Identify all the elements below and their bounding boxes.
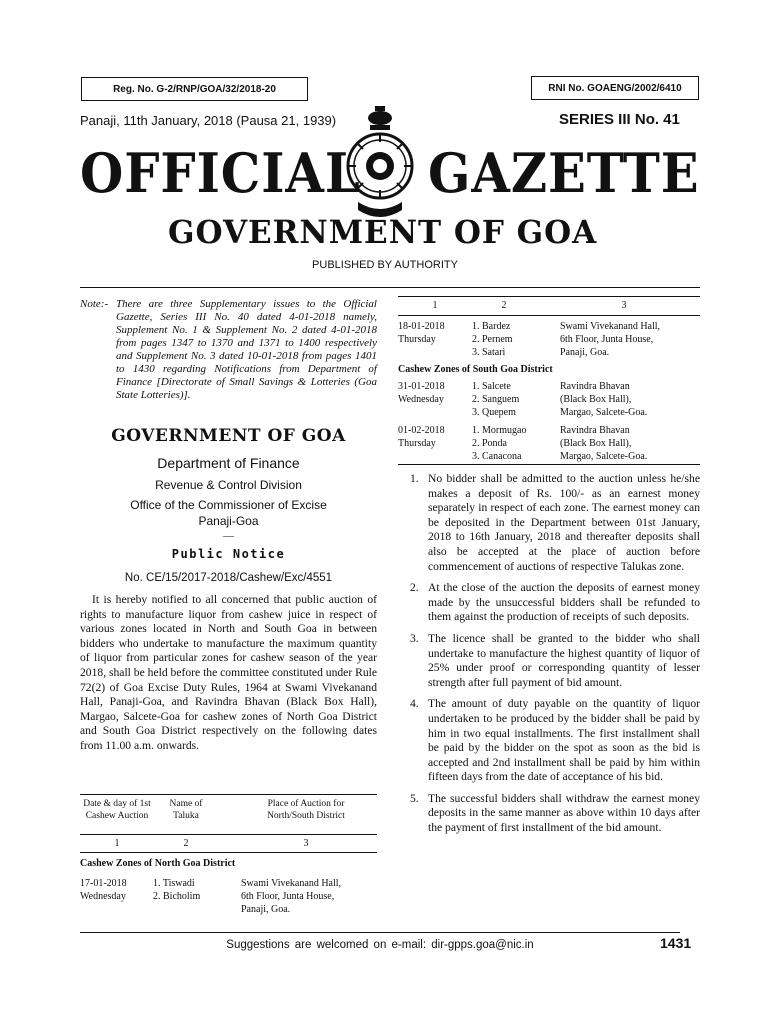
section-south-goa: Cashew Zones of South Goa District — [398, 364, 553, 375]
published-by-authority: PUBLISHED BY AUTHORITY — [312, 259, 458, 271]
item-text: The licence shall be granted to the bidder who shall undertake to manufacture the highest quantity of liquor of 25% under proof or corresponding quantity of lesser strength after full payment of bid amount. — [428, 631, 700, 689]
series-number: SERIES III No. 41 — [559, 111, 680, 128]
row-taluka: 2. Sanguem — [472, 394, 520, 405]
division-name: Revenue & Control Division — [155, 478, 302, 492]
list-item — [410, 581, 700, 625]
footer-rule — [80, 932, 680, 933]
notice-number: No. CE/15/2017-2018/Cashew/Exc/4551 — [124, 572, 333, 584]
row-place: (Black Box Hall), — [560, 394, 632, 405]
row-taluka: 1. Salcete — [472, 381, 511, 392]
notice-intro: It is hereby notified to all concerned that public auction of rights to manufacture liquor from cashew juice in respect of various zones located in North and South Goa in between bidders who undertake to manufacture the maximum quantity of liquor from particular zones for cashew season of the year 2018, shall be held before the committee constituted under Rule 72(2) of Goa Excise Duty Rules, 1964 at Swami Vivekanand Hall, Panaji-Goa, and Ravindra Bhavan (Black Box Hall), Margao, Salcete-Goa for cashew zones of North Goa District and South Goa District respectively on the following dates from 11.00 a.m. onwards. — [80, 593, 377, 752]
row-taluka: 2. Bicholim — [153, 891, 201, 902]
masthead-government: GOVERNMENT OF GOA — [168, 213, 598, 251]
row-place: Margao, Salcete-Goa. — [560, 407, 648, 418]
separator-mark: __ — [223, 526, 234, 538]
auction-conditions — [410, 472, 700, 843]
item-number: 4. — [410, 697, 419, 711]
section-north-goa: Cashew Zones of North Goa District — [80, 858, 236, 869]
item-text: No bidder shall be admitted to the auction unless he/she makes a deposit of Rs. 100/- as an earnest money separately in respect of each zone. The earnest money can be deposited in the Department between 01st January, 2018 to 16th January, 2018 and thereafter deposits shall also be accepted at the place of auction before commencement of auctions of respective Talukas zone. — [428, 472, 700, 573]
office-location: Panaji-Goa — [198, 514, 259, 528]
row-place: 6th Floor, Junta House, — [241, 891, 335, 902]
row-taluka: 3. Satari — [472, 347, 506, 358]
row-date: 18-01-2018 — [398, 321, 445, 332]
left-table-numbers-rule — [80, 852, 377, 853]
row-date: 17-01-2018 — [80, 878, 127, 889]
note-label: Note:- — [80, 298, 109, 310]
page-number: 1431 — [660, 935, 692, 951]
header-place: Place of Auction for North/South District — [267, 799, 345, 821]
left-table-top-rule — [80, 794, 377, 795]
issue-date: Panaji, 11th January, 2018 (Pausa 21, 1939) — [80, 113, 337, 128]
item-number: 2. — [410, 581, 419, 595]
col-num: 2 — [501, 300, 507, 311]
left-table-header-rule — [80, 834, 377, 835]
row-day: Thursday — [398, 334, 436, 345]
footer-suggestion: Suggestions are welcomed on e-mail: dir-gpps.goa@nic.in — [226, 939, 534, 951]
col-num: 2 — [183, 838, 189, 849]
col-num: 3 — [621, 300, 627, 311]
notice-government: GOVERNMENT OF GOA — [111, 426, 346, 446]
row-taluka: 1. Tiswadi — [153, 878, 195, 889]
supplement-note — [80, 298, 377, 402]
item-text: The amount of duty payable on the quantity of liquor undertaken to be produced by the bidder shall be paid by him in two equal installments. The first installment shall be paid by the bidder on the spot as soon as the bid is accepted and 2nd installment shall be paid by him within fifteen days from the date of acceptance of his bid. — [428, 697, 700, 784]
row-date: 01-02-2018 — [398, 425, 445, 436]
row-place: Margao, Salcete-Goa. — [560, 451, 648, 462]
right-table-top-rule — [398, 296, 700, 297]
item-number: 3. — [410, 631, 419, 645]
note-text: There are three Supplementary issues to the Official Gazette, Series III No. 40 dated 4-01-2018 namely, Supplement No. 1 & Supplement No. 2 dated 4-01-2018 from pages 1347 to 1370 and 1371 to 1400 respectively and Supplement No. 3 dated 10-01-2018 from pages 1401 to 1430 regarding Notifications from Department of Finance [Directorate of Small Savings & Lotteries (Goa State Lotteries)]. — [116, 298, 377, 401]
department-name: Department of Finance — [157, 455, 300, 471]
row-place: Ravindra Bhavan — [560, 425, 630, 436]
header-rule — [80, 287, 700, 288]
col-num: 1 — [432, 300, 438, 311]
item-text: At the close of the auction the deposits of earnest money made by the unsuccessful bidders shall be refunded to them against the production of receipts of such deposits. — [428, 581, 700, 624]
row-place: Ravindra Bhavan — [560, 381, 630, 392]
row-place: Swami Vivekanand Hall, — [560, 321, 661, 332]
masthead-official: OFFICIAL — [80, 141, 361, 205]
office-name: Office of the Commissioner of Excise — [130, 498, 327, 512]
row-place: (Black Box Hall), — [560, 438, 632, 449]
row-place: Panaji, Goa. — [241, 904, 291, 915]
list-item — [410, 792, 700, 836]
list-item — [410, 472, 700, 574]
col-num: 3 — [303, 838, 309, 849]
row-taluka: 3. Quepem — [472, 407, 516, 418]
item-text: The successful bidders shall withdraw the earnest money deposits in the same manner as above within 10 days after the payment of first installment of the bid amount. — [428, 791, 700, 835]
right-table-bottom-rule — [398, 464, 700, 465]
row-taluka: 3. Canacona — [472, 451, 522, 462]
list-item — [410, 632, 700, 690]
item-number: 5. — [410, 791, 419, 805]
notice-title: Public Notice — [171, 547, 286, 561]
row-day: Wednesday — [398, 394, 444, 405]
registration-number: Reg. No. G-2/RNP/GOA/32/2018-20 — [113, 83, 276, 95]
row-taluka: 2. Pernem — [472, 334, 513, 345]
row-taluka: 2. Ponda — [472, 438, 507, 449]
item-number: 1. — [410, 472, 419, 485]
row-day: Thursday — [398, 438, 436, 449]
registration-number-box — [81, 77, 308, 101]
row-date: 31-01-2018 — [398, 381, 445, 392]
rni-number-box — [531, 76, 699, 100]
row-taluka: 1. Bardez — [472, 321, 511, 332]
list-item — [410, 697, 700, 785]
row-place: Swami Vivekanand Hall, — [241, 878, 342, 889]
right-table-numbers-rule — [398, 315, 700, 316]
row-taluka: 1. Mormugao — [472, 425, 527, 436]
rni-number: RNI No. GOAENG/2002/6410 — [548, 82, 682, 94]
masthead-gazette: GAZETTE — [428, 141, 700, 205]
row-place: 6th Floor, Junta House, — [560, 334, 654, 345]
row-place: Panaji, Goa. — [560, 347, 610, 358]
col-num: 1 — [114, 838, 120, 849]
header-taluka: Name of Taluka — [169, 799, 203, 821]
header-date: Date & day of 1st Cashew Auction — [83, 799, 151, 821]
row-day: Wednesday — [80, 891, 126, 902]
